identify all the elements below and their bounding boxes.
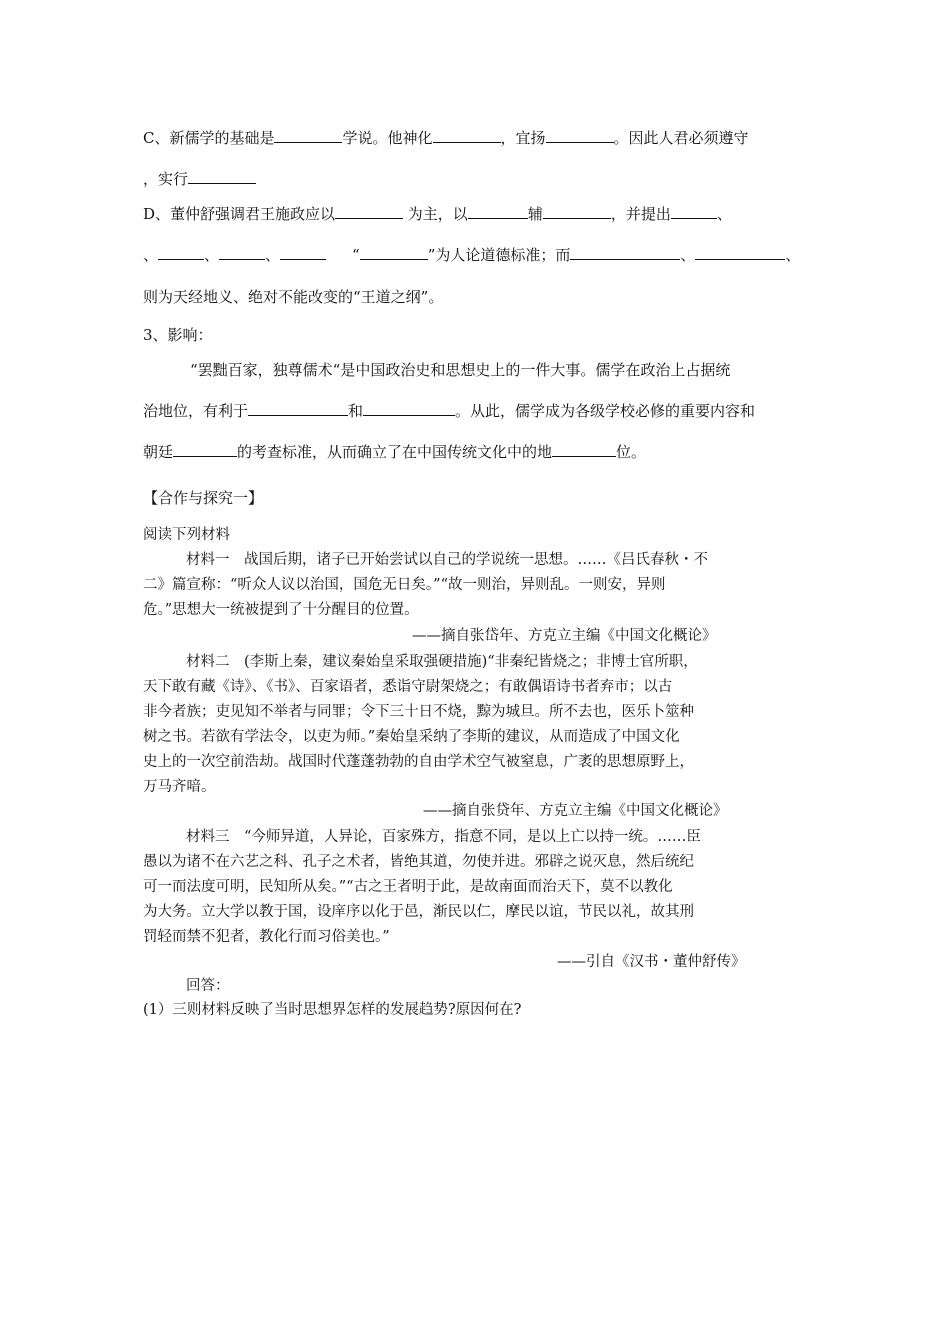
section-c-line-1: C、新儒学的基础是 学说。他神化 ，宜扬 。因此人君必须遵守: [143, 129, 749, 147]
blank-c1[interactable]: [274, 128, 342, 143]
material-2-line-6: 万马齐喑。: [143, 779, 216, 795]
blank-33[interactable]: [173, 442, 237, 457]
section-3-paragraph-line-2: 治地位，有利于 和 。从此，儒学成为各级学校必修的重要内容和: [143, 402, 756, 420]
blank-34[interactable]: [552, 442, 616, 457]
section-3-paragraph-line-3: 朝廷 的考查标准，从而确立了在中国传统文化中的地 位。: [143, 443, 647, 461]
blank-31[interactable]: [248, 401, 348, 416]
blank-d8[interactable]: [360, 245, 428, 260]
blank-d2[interactable]: [468, 204, 528, 219]
explore-intro: 阅读下列材料: [143, 527, 230, 543]
material-1-line-3: 危。”思想大一统被提到了十分醒目的位置。: [143, 602, 419, 618]
blank-d4[interactable]: [671, 204, 717, 219]
blank-d10[interactable]: [695, 245, 785, 260]
explore-title: 【合作与探究一】: [143, 489, 264, 507]
question-1: (1）三则材料反映了当时思想界怎样的发展趋势?原因何在?: [143, 1002, 522, 1018]
blank-d7[interactable]: [280, 245, 326, 260]
blank-32[interactable]: [363, 401, 455, 416]
material-2-line-2: 天下敢有藏《诗》、《书》、百家语者，悉诣守尉架烧之；有敢偶语诗书者弃市；以古: [143, 679, 673, 695]
material-2-line-3: 非今者族；吏见知不举者与同罪；令下三十日不烧，黥为城旦。所不去也，医乐卜筮种: [143, 704, 694, 720]
material-2-line-1: 材料二 (李斯上秦，建议秦始皇采取强硬措施)“非秦纪皆烧之；非博士官所职，: [186, 654, 698, 670]
blank-d9[interactable]: [570, 245, 680, 260]
section-d-line-2: 、 、 、 “ ”为人论道德标准；而 、 、: [143, 246, 801, 264]
blank-d6[interactable]: [219, 245, 265, 260]
material-3-line-5: 罚轻而禁不犯者，教化行而习俗美也。”: [143, 929, 390, 945]
blank-d1[interactable]: [335, 204, 403, 219]
material-3-line-4: 为大务。立大学以教于国，设庠序以化于邑，渐民以仁，摩民以谊，节民以礼，故其刑: [143, 904, 694, 920]
answer-label: 回答：: [186, 978, 230, 994]
material-2-line-4: 树之书。若欲有学法令，以吏为师。”秦始皇采纳了李斯的建议，从而造成了中国文化: [143, 729, 680, 745]
section-d-line-1: D、董仲舒强调君王施政应以 为主，以 辅 ，并提出 、: [143, 205, 732, 223]
section-3-heading: 3、影响：: [143, 326, 213, 344]
material-3-line-1: 材料三 “今师异道，人异论，百家殊方，指意不同，是以上亡以持一统。……臣: [186, 829, 701, 845]
blank-c3[interactable]: [546, 128, 614, 143]
material-3-line-3: 可一而法度可明，民知所从矣。”“古之王者明于此，是故南面而治天下，莫不以教化: [143, 879, 673, 895]
material-3-line-2: 愚以为诸不在六艺之科、孔子之术者，皆绝其道，勿使并进。邪辟之说灭息，然后统纪: [143, 854, 694, 870]
blank-c2[interactable]: [433, 128, 501, 143]
material-1-line-2: 二》篇宣称：“听众人议以治国，国危无日矣。”“故一则治，异则乱。一则安，异则: [143, 577, 666, 593]
section-d-line-3: 则为天经地义、绝对不能改变的“王道之纲”。: [143, 288, 444, 306]
material-1-line-1: 材料一 战国后期，诸子已开始尝试以自己的学说统一思想。……《吕氏春秋・不: [186, 552, 708, 568]
material-2-source: ——摘自张贷年、方克立主编《中国文化概论》: [423, 803, 728, 819]
blank-c4[interactable]: [188, 169, 256, 184]
blank-d5[interactable]: [158, 245, 204, 260]
section-3-paragraph-line-1: “罢黜百家，独尊儒术“是中国政治史和思想史上的一件大事。儒学在政治上占据统: [190, 361, 731, 379]
material-1-source: ——摘自张岱年、方克立主编《中国文化概论》: [412, 628, 717, 644]
blank-d3[interactable]: [543, 204, 611, 219]
material-3-source: ——引自《汉书・董仲舒传》: [557, 954, 746, 970]
section-c-line-2: ，实行: [143, 169, 256, 189]
material-2-line-5: 史上的一次空前浩劫。战国时代蓬蓬勃勃的自由学术空气被窒息，广袤的思想原野上，: [143, 754, 694, 770]
